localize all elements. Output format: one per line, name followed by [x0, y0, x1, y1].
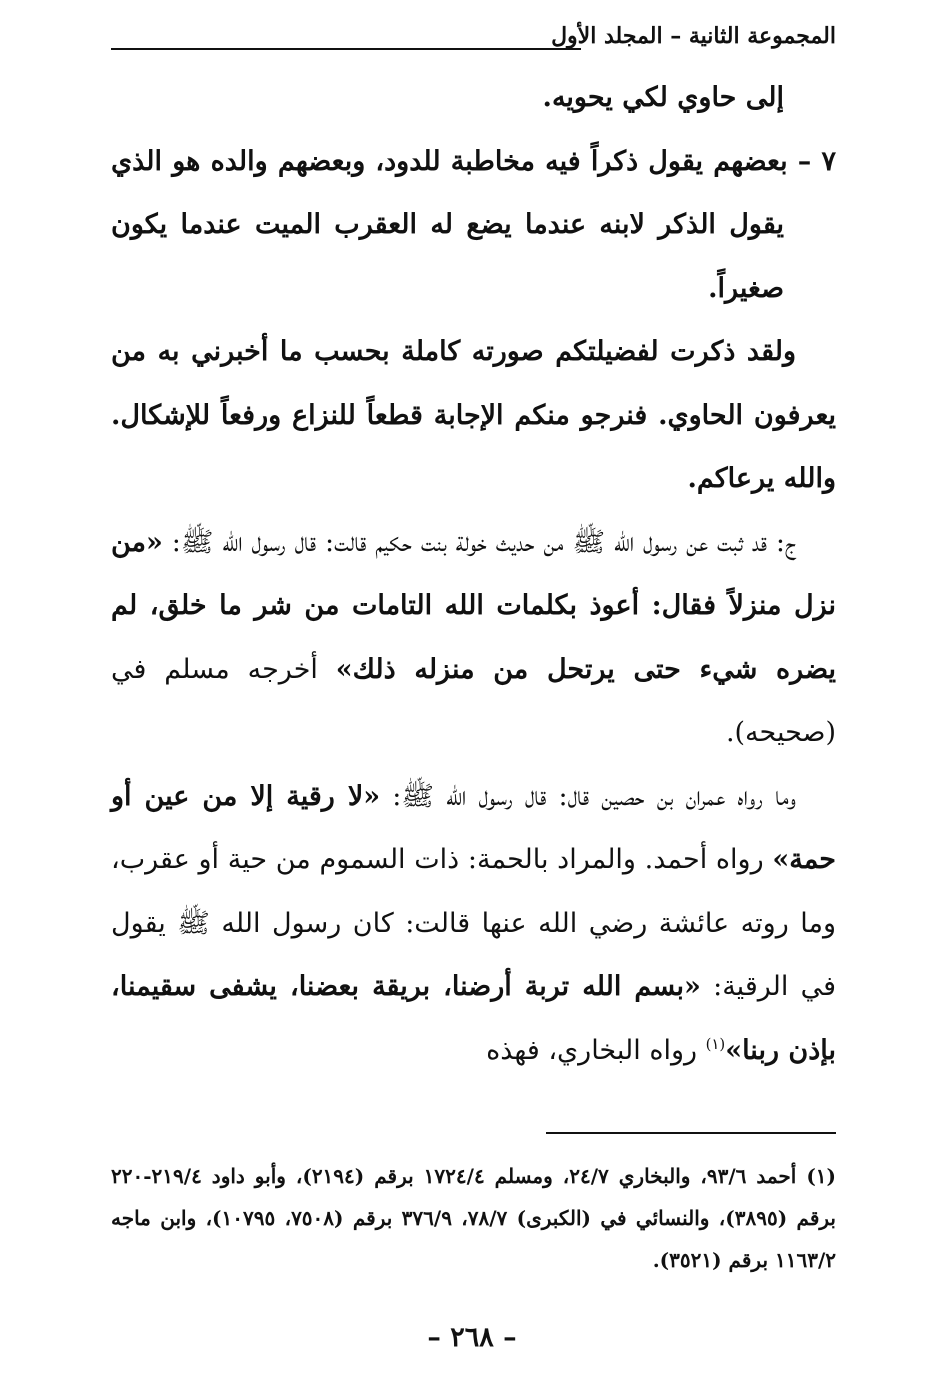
- page-number: – ٢٦٨ –: [427, 1322, 517, 1353]
- header-rule: [111, 48, 581, 50]
- header-title: المجموعة الثانية – المجلد الأول: [551, 23, 836, 49]
- running-header: [111, 22, 836, 52]
- question-item-7: [111, 130, 836, 321]
- page-body: [111, 66, 836, 1082]
- hadith-quote-2: «لا رقية إلا من عين أو حمة»: [111, 780, 836, 875]
- footnote-reference: (١): [705, 1034, 726, 1053]
- question-continuation: [111, 66, 836, 320]
- hadith-quote: «من نزل منزلاً فقال: أعوذ بكلمات الله التامات من شر ما خلق، لم يضره شيء حتى يرتحل من منزله ذلك»: [111, 526, 836, 685]
- narration-intro: وما رواه عمران بن حصين قال: قال رسول الله ﷺ:: [380, 780, 796, 812]
- narration-end: رواه البخاري، فهذه: [486, 1034, 706, 1066]
- hadith-source: أخرجه مسلم في (صحيحه).: [111, 653, 836, 748]
- narration-middle: رواه أحمد. والمراد بالحمة: ذات السموم من حية أو عقرب، وما روته عائشة رضي الله عنها قالت: كان رسول الله ﷺ يقول في الرقية:: [111, 844, 836, 1002]
- item-text: بعضهم يقول ذكراً فيه مخاطبة للدود، وبعضهم والده هو الذي يقول الذكر لابنه عندما يضع له العقرب الميت عندما يكون صغيراً.: [111, 145, 788, 304]
- item-number: ٧ –: [797, 145, 836, 177]
- hadith-quote-3: «بسم الله تربة أرضنا، بريقة بعضنا، يشفى سقيمنا، بإذن ربنا»: [111, 971, 836, 1066]
- answer-intro: ج: قد ثبت عن رسول الله ﷺ من حديث خولة بنت حكيم قالت: قال رسول الله ﷺ:: [162, 526, 796, 558]
- answer-paragraph-2: [111, 765, 836, 1083]
- footnote-1: (١) أحمد ٩٣/٦، والبخاري ٢٤/٧، ومسلم ١٧٢٤/٤ برقم (٢١٩٤)، وأبو داود ٢١٩/٤-٢٢٠ برقم (٣٨٩٥)، والنسائي في (الكبرى) ٧٨/٧، ٣٧٦/٩ برقم (٧٥٠٨، ١٠٧٩٥)، وابن ماجه ١١٦٣/٢ برقم (٣٥٢١).: [111, 1164, 837, 1272]
- footnote-rule: [546, 1132, 836, 1134]
- footnotes: [111, 1155, 836, 1281]
- question-line-end: إلى حاوي لكي يحويه.: [542, 82, 784, 113]
- question-closing: ولقد ذكرت لفضيلتكم صورته كاملة بحسب ما أخبرني به من يعرفون الحاوي. فنرجو منكم الإجابة قطعاً للنزاع ورفعاً للإشكال. والله يرعاكم.: [111, 336, 836, 494]
- answer-paragraph-1: [111, 511, 836, 765]
